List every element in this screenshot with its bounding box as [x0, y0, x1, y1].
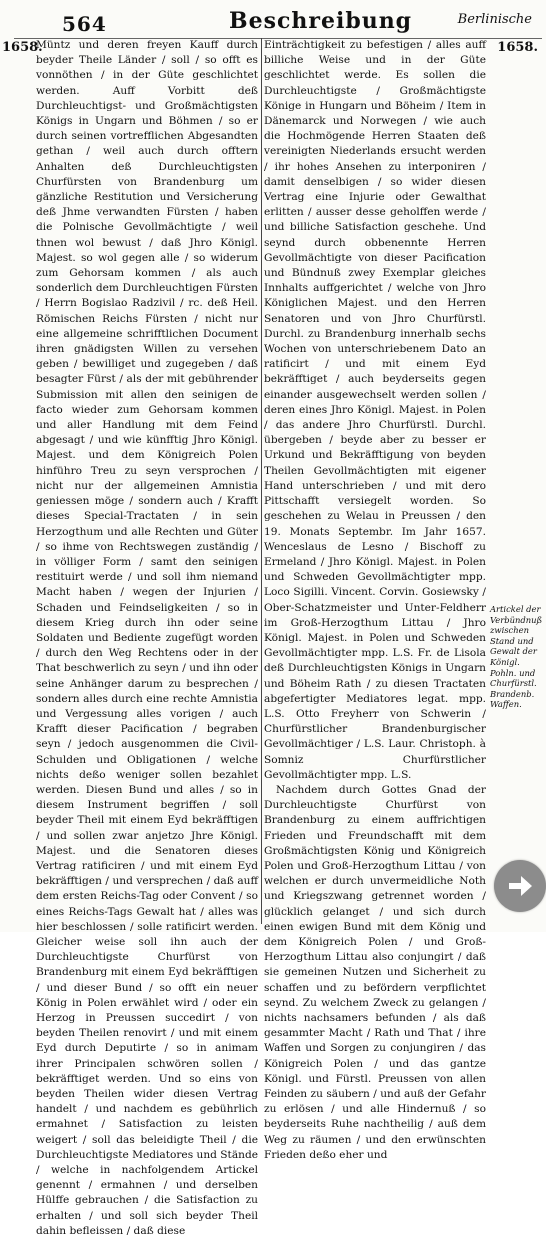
right-paragraph-1: Einträchtigkeit zu befestigen / alles auff billiche Weise und in der Güte geschlichtet werde. Es sollen die Durchleuchtigste / Großmächtigste Könige in Hungarn und Böheim / Item in Dänemarck und Norwegen / wie auch die Hochmögende Herren Staaten deß vereinigten Niederlands ersucht werden / ihr hohes Ansehen zu interponiren / damit denselbigen / so wider diesen Vertrag eine Injurie oder Gewalthat erlitten / ausser desse geholffen werde / und billiche Satisfaction geschehe. Und seynd durch obbenennte Herren Gevollmächtigte von dieser Pacification und Bündnuß zwey Exemplar gleiches Innhalts auffgerichtet / welche von Jhro Königlichen Majest. und den Herren Senatoren und von Jhro Churfürstl. Durchl. zu Brandenburg innerhalb sechs Wochen von unterschriebenem Dato an ratificirt / und mit einem Eyd bekräfftiget / auch beyderseits gegen einander ausgewechselt werden sollen / deren eines Jhro Königl. Majest. in Polen / das andere Jhro Churfürstl. Durchl. übergeben / beyde aber zu besser er Urkund und Bekräfftigung von beyden Theilen Gevollmächtigten mit eigener Hand unterschrieben / und mit dero Pittschafft versiegelt worden. So geschehen zu Welau in Preussen / den 19. Monats Septembr. Im Jahr 1657. Wenceslaus de Lesno / Bischoff zu Ermeland / Jhro Königl. Majest. in Polen und Schweden Gevollmächtigter mpp. Loco Sigilli. Vincent. Corvin. Gosiewsky / Ober-Schatzmeister und Unter-Feldherr im Groß-Herzogthum Littau / Jhro Königl. Majest. in Polen und Schweden Gevollmächtigter mpp. L.S. Fr. de Lisola deß Durchleuchtigsten Königs in Ungarn und Böheim Rath / zu diesen Tractaten abgefertigter Mediatores legat. mpp. L.S. Otto Freyherr von Schwerin / Churfürstlicher Brandenburgischer Gevollmächtiger / L.S. Laur. Christoph. à Somniz Churfürstlicher Gevollmächtigter mpp. L.S.: [264, 39, 486, 781]
next-page-button[interactable]: [494, 860, 546, 912]
year-left: 1658.: [2, 40, 43, 55]
page-number: 564: [62, 12, 107, 36]
margin-note: Artickel der Verbündnuß zwischen Stand und Gewalt der Königl. Pohln. und Churfürstl. Brandenb. Waffen.: [490, 604, 543, 710]
year-right: 1658.: [497, 40, 538, 55]
right-column: [264, 38, 486, 1161]
right-paragraph-2: Nachdem durch Gottes Gnad der Durchleuchtigste Churfürst von Brandenburg zu einem auffrichtigen Frieden und Freundschafft mit dem Großmächtigsten König und Königreich Polen und Groß-Herzogthum Littau / von welchen er durch unvermeidliche Noth und Kriegszwang getrennet worden / glücklich gelanget / und sich durch einen ewigen Bund mit dem König und dem Königreich Polen / und Groß-Herzogthum Littau also conjungirt / daß sie gemeinen Nutzen und Sicherheit zu schaffen und zu befördern verpflichtet seynd. Zu welchem Zweck zu gelangen / nichts nachsamers befunden / als daß gesammter Macht / Rath und That / ihre Waffen und Sorgen zu conjungiren / das Königreich Polen / und das gantze Königl. und Fürstl. Preussen von allen Feinden zu säubern / und auß der Gefahr zu erlösen / und alle Hindernuß / so beyderseits Ruhe nachtheilig / auß dem Weg zu räumen / und den erwünschten Frieden deßo eher und: [264, 783, 486, 1161]
column-divider: [261, 38, 262, 924]
left-paragraph: Müntz und deren freyen Kauff durch beyder Theile Länder / soll / so offt es vonnöthen / in der Güte geschlichtet werden. Auff Vorbitt deß Durchleuchtigst- und Großmächtigsten Königs in Ungarn und Böhmen / so er durch seinen vortrefflichen Abgesandten gethan / weil auch durch offtern Anhalten deß Durchleuchtigsten Churfürsten von Brandenburg um gänzliche Restitution und Versicherung deß Jhme verwandten Fürsten / haben die Polnische Gevollmächtigte / weil thnen wol bewust / daß Jhro Königl. Majest. so wol gegen alle / so widerum zum Gehorsam kommen / als auch sonderlich dem Durchleuchtigen Fürsten / Herrn Bogislao Radzivil / rc. deß Heil. Römischen Reichs Fürsten / nicht nur eine allgemeine schrifftlichen Document ihren gnädigsten Willen zu versehen geben / bewilliget und zugegeben / daß besagter Fürst / als der mit gebührender Submission mit allen den seinigen de facto wieder zum Gehorsam kommen und aller Handlung mit dem Feind abgesagt / und wie künfftig Jhro Königl. Majest. und dem Königreich Polen hinführo Treu zu seyn versprochen / nicht nur der allgemeinen Amnistia geniessen möge / sondern auch / Krafft dieses Special-Tractaten / in sein Herzogthum und alle Rechten und Güter / so ihme von Rechtswegen zuständig / in völliger Form / samt den seinigen restituirt werde / und soll ihm niemand Macht haben / wegen der Injurien / Schaden und Feindseligkeiten / so in diesem Krieg durch ihn oder seine Soldaten und Bediente zugefügt worden / durch den Weg Rechtens oder in der That beschwerlich zu seyn / und ihn oder seine Anhänger darum zu besprechen / sondern alles durch eine rechte Amnistia und Vergessung alles vorigen / auch Krafft dieser Pacification / begraben seyn / jedoch ausgenommen die Civil-Schulden und Obligationen / welche nichts deßo weniger sollen bezahlet werden. Diesen Bund und alles / so in diesem Instrument begriffen / soll beyder Theil mit einem Eyd bekräfftigen / und sollen zwar anjetzo Jhre Königl. Majest. und die Senatoren dieses Vertrag ratificiren / und mit einem Eyd bekräfftigen / und versprechen / daß auff dem ersten Reichs-Tag oder Convent / so eines Reichs-Tags Gewalt hat / alles was hier beschlossen / solle ratificirt werden. Gleicher weise soll ihn auch der Durchleuchtigste Churfürst von Brandenburg mit einem Eyd bekräfftigen / und dieser Bund / so offt ein neuer König in Polen erwählet wird / oder ein Herzog in Preussen succedirt / von beyden Theilen renovirt / und mit einem Eyd durch Deputirte / so in animam ihrer Principalen schwören sollen / bekräfftiget werden. Und so eins von beyden Theilen wider diesen Vertrag handelt / und nachdem es gebührlich ermahnet / Satisfaction zu leisten weigert / soll das beleidigte Theil / die Durchleuchtigste Mediatores und Stände / welche in nachfolgendem Artickel genennt / ermahnen / und derselben Hülffe gebrauchen / die Satisfaction zu erhalten / und soll sich beyder Theil dahin befleissen / daß diese: [36, 39, 259, 1237]
page-header: [14, 0, 542, 39]
running-head: Berlinische: [457, 12, 532, 27]
left-column: [36, 38, 259, 1237]
page-title: Beschreibung: [229, 8, 413, 34]
arrow-right-icon: [506, 872, 534, 900]
